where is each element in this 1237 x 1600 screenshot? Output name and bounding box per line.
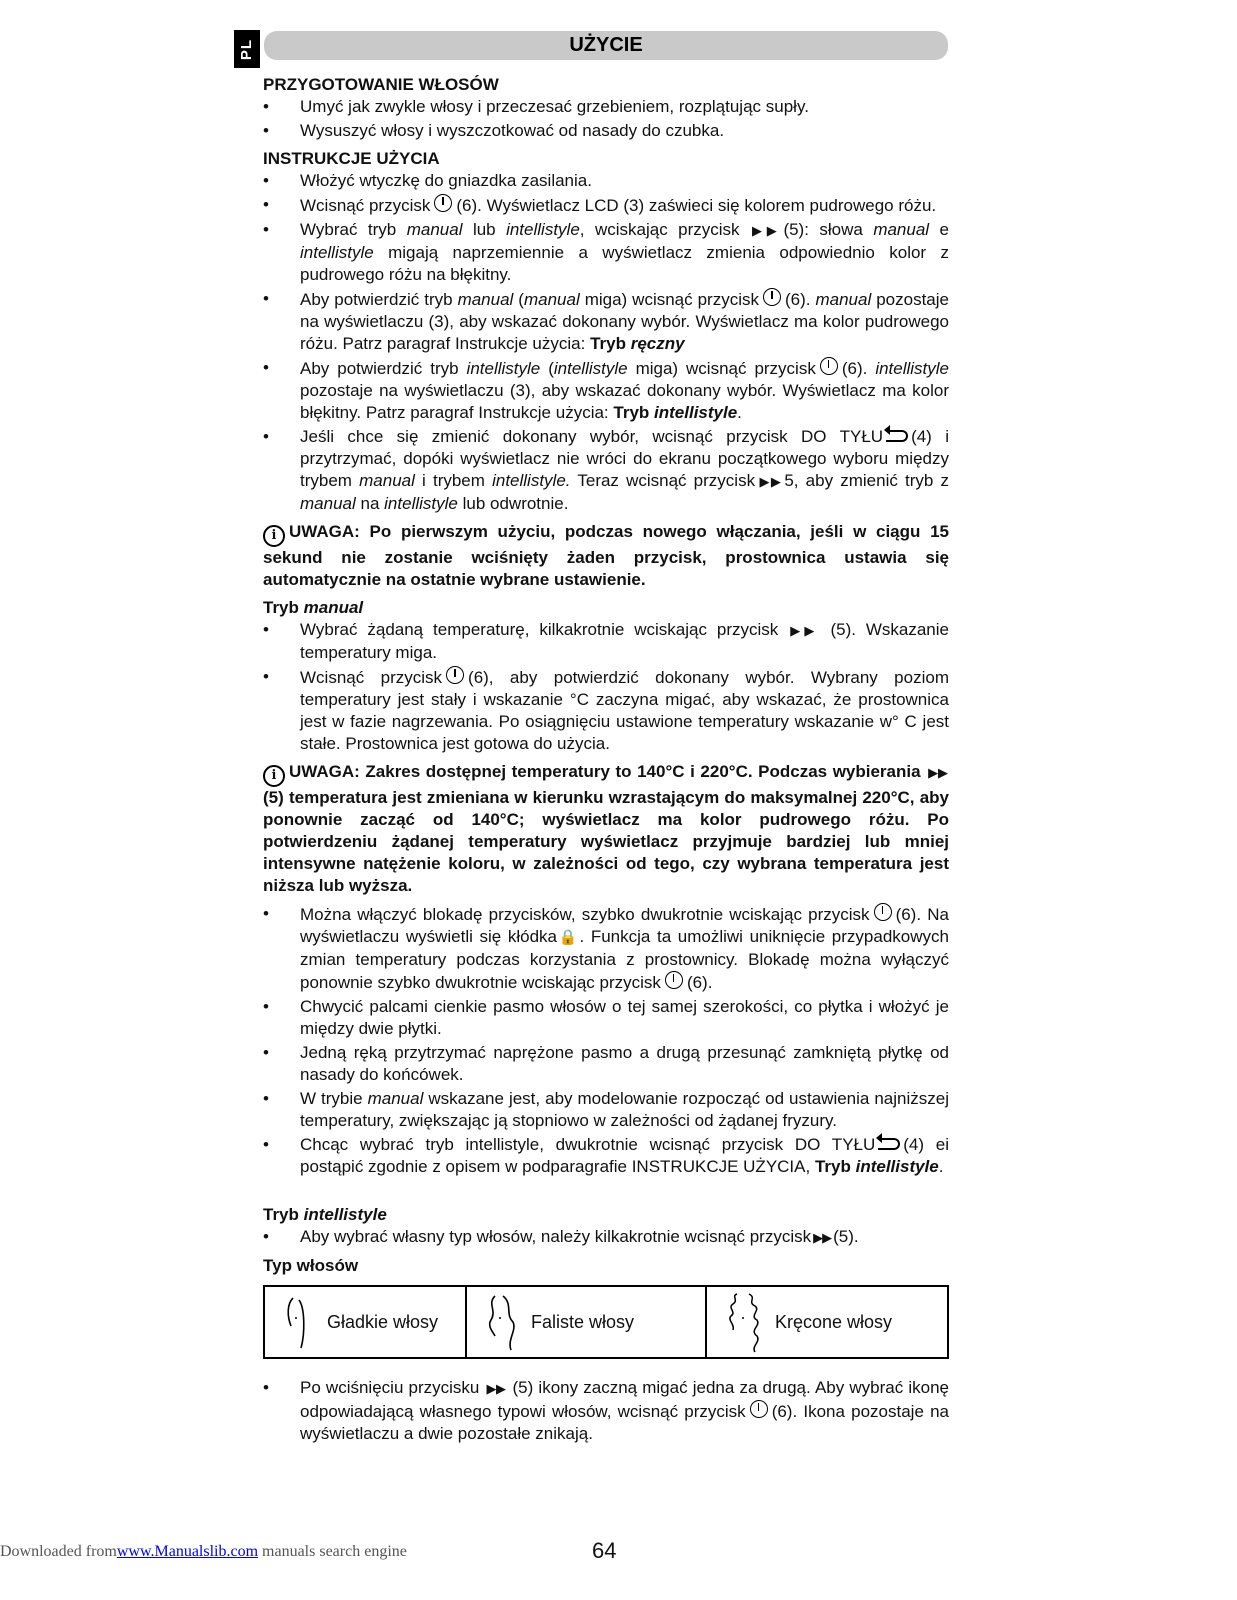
list-item: • Wybrać tryb manual lub intellistyle, wciskając przycisk ▶▶ (5): słowa manual e intellistyle migają naprzemiennie a wyświetlacz zmienia odpowiednio kolor z pudrowego różu na błękitny. [263,219,949,286]
list-item: • Po wciśnięciu przycisku ▶▶ (5) ikony zaczną migać jedna za drugą. Aby wybrać ikonę odpowiadającą własnego typowi włosów, wcisnąć przycisk (6). Ikona pozostaje na wyświetlaczu a dwie pozostałe znikają. [263,1377,949,1445]
hair-type-cell: Gładkie włosy [264,1286,466,1358]
hair-type-cell: Kręcone włosy [706,1286,948,1358]
manual-list-continued [263,903,949,1178]
prep-list [263,96,949,142]
heading-hair-type: Typ włosów [263,1256,359,1275]
list-item: • Umyć jak zwykle włosy i przeczesać grzebieniem, rozplątując supły. [263,96,949,118]
list-item: • Aby wybrać własny typ włosów, należy kilkakrotnie wcisnąć przycisk ▶▶ (5). [263,1226,949,1249]
hair-type-cell: Faliste włosy [466,1286,706,1358]
wavy-hair-icon [487,1292,517,1352]
fast-forward-icon: ▶▶ [751,223,782,238]
list-item: • Wysuszyć włosy i wyszczotkować od nasady do czubka. [263,120,949,142]
fast-forward-icon: ▶▶ [928,765,947,780]
list-item: • Wcisnąć przycisk (6). Wyświetlacz LCD (3) zaświeci się kolorem pudrowego różu. [263,194,949,217]
info-icon: i [263,525,285,547]
power-button-icon [665,971,683,989]
page-content [263,74,949,1447]
power-button-icon [434,194,452,212]
intellistyle-list-continued [263,1377,949,1445]
list-item: • Aby potwierdzić tryb intellistyle (intellistyle miga) wcisnąć przycisk (6). intellistyle pozostaje na wyświetlaczu (3), aby wskazać dokonany wybór. Wyświetlacz ma kolor błękitny. Patrz paragraf Instrukcje użycia: Tryb intellistyle. [263,357,949,424]
fast-forward-icon: ▶▶ [486,1381,506,1396]
page-footer [0,1540,1237,1564]
download-notice: Downloaded fromwww.Manualslib.com manuals search engine [0,1543,407,1560]
heading-intellistyle-mode: Tryb intellistyle [263,1205,387,1224]
note-temperature-range: i UWAGA: Zakres dostępnej temperatury to 140°C i 220°C. Podczas wybierania ▶▶ (5) temperatura jest zmieniana w kierunku wzrastającym do maksymalnej 220°C, aby ponownie zacząć od 140°C; wyświetlacz ma kolor pudrowego różu. Po potwierdzeniu żądanej temperatury wyświetlacz przyjmuje bardziej lub mniej intensywne natężenie koloru, w zależności od tego, czy wybrana temperatura jest niższa lub wyższa. [263,762,949,895]
power-button-icon [820,357,838,375]
page-number: 64 [592,1538,617,1563]
instructions-list [263,170,949,515]
list-item: • Włożyć wtyczkę do gniazdka zasilania. [263,170,949,192]
power-button-icon [446,666,464,684]
info-icon: i [263,765,285,787]
fast-forward-icon: ▶▶ [813,1230,832,1245]
list-item: • Wybrać żądaną temperaturę, kilkakrotnie wciskając przycisk ▶▶ (5). Wskazanie temperatury miga. [263,619,949,664]
hair-type-table [263,1285,949,1359]
fast-forward-icon: ▶▶ [757,474,783,489]
note-first-use: i UWAGA: Po pierwszym użyciu, podczas nowego włączania, jeśli w ciągu 15 sekund nie zostanie wciśnięty żaden przycisk, prostownica ustawia się automatycznie na ostatnie wybrane ustawienie. [263,522,949,589]
back-arrow-icon [886,430,908,442]
padlock-icon: 🔒 [557,929,580,946]
list-item: • Aby potwierdzić tryb manual (manual miga) wcisnąć przycisk (6). manual pozostaje na wyświetlaczu (3), aby wskazać dokonany wybór. Wyświetlacz ma kolor pudrowego różu. Patrz paragraf Instrukcje użycia: Tryb ręczny [263,288,949,355]
section-title: UŻYCIE [264,31,948,60]
language-tab: PL [234,30,260,68]
list-item: • Wcisnąć przycisk (6), aby potwierdzić dokonany wybór. Wybrany poziom temperatury jest stały i wskazanie °C zaczyna migać, aby wskazać, że prostownica jest w fazie nagrzewania. Po osiągnięciu ustawione temperatury wskazanie w° C jest stałe. Prostownica jest gotowa do użycia. [263,666,949,755]
list-item: • Chcąc wybrać tryb intellistyle, dwukrotnie wcisnąć przycisk DO TYŁU (4) ei postąpić zgodnie z opisem w podparagrafie INSTRUKCJE UŻYCIA, Tryb intellistyle. [263,1134,949,1178]
manualslib-link[interactable]: www.Manualslib.com [116,1543,259,1560]
heading-manual-mode: Tryb manual [263,598,364,617]
curly-hair-icon [727,1290,761,1354]
list-item: • Chwycić palcami cienkie pasmo włosów o tej samej szerokości, co płytka i włożyć je między dwie płytki. [263,996,949,1040]
fast-forward-icon: ▶▶ [790,623,819,638]
power-button-icon [874,903,892,921]
heading-instructions: INSTRUKCJE UŻYCIA [263,149,440,168]
list-item: • Jeśli chce się zmienić dokonany wybór, wcisnąć przycisk DO TYŁU (4) i przytrzymać, dopóki wyświetlacz nie wróci do ekranu początkowego wyboru między trybem manual i trybem intellistyle. Teraz wcisnąć przycisk ▶▶ 5, aby zmienić tryb z manual na intellistyle lub odwrotnie. [263,426,949,515]
list-item: • Można włączyć blokadę przycisków, szybko dwukrotnie wciskając przycisk (6). Na wyświetlaczu wyświetli się kłódka🔒. Funkcja ta umożliwi uniknięcie przypadkowych zmian temperatury podczas korzystania z prostownicy. Blokadę można wyłączyć ponownie szybko dwukrotnie wciskając przycisk (6). [263,903,949,994]
list-item: • W trybie manual wskazane jest, aby modelowanie rozpocząć od ustawienia najniższej temperatury, zwiększając ją stopniowo w zależności od żądanej fryzury. [263,1088,949,1132]
power-button-icon [763,288,781,306]
manual-list [263,619,949,755]
back-arrow-icon [878,1138,900,1150]
straight-hair-icon [285,1294,313,1350]
intellistyle-list [263,1226,949,1249]
list-item: • Jedną ręką przytrzymać naprężone pasmo a drugą przesunąć zamkniętą płytkę od nasady do końcówek. [263,1042,949,1086]
power-button-icon [750,1400,768,1418]
heading-hair-prep: PRZYGOTOWANIE WŁOSÓW [263,75,499,94]
